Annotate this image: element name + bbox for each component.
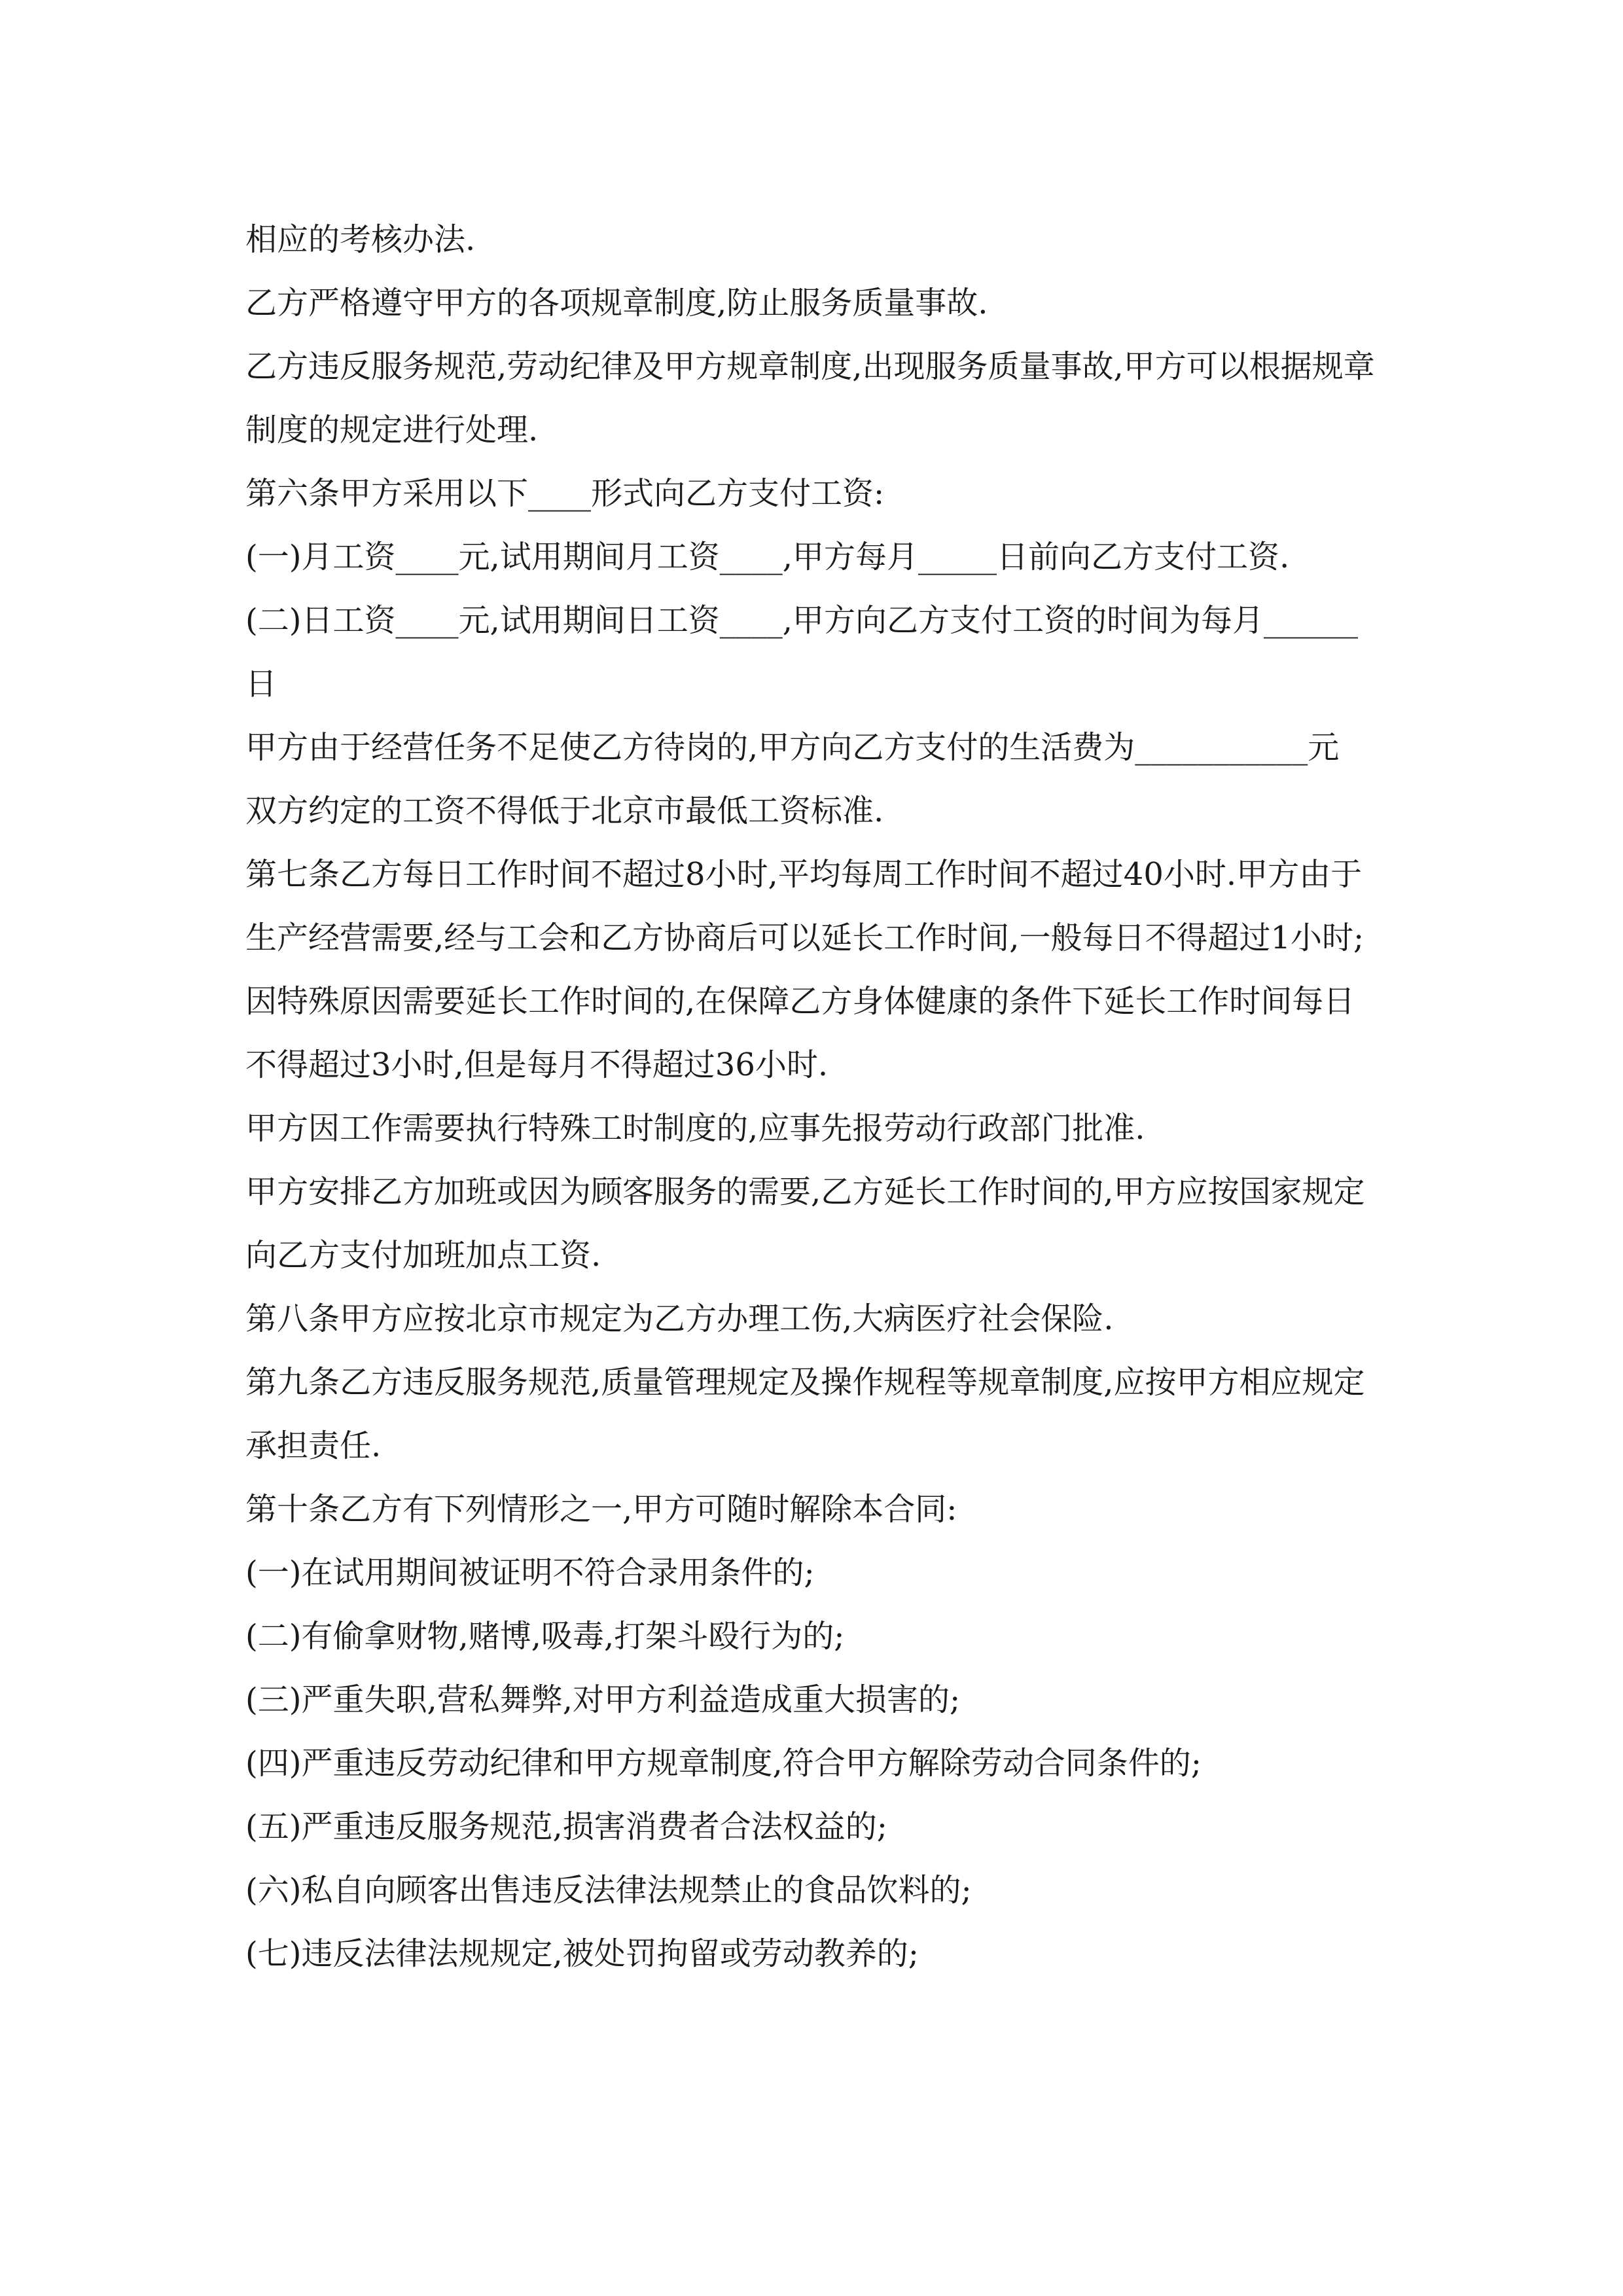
paragraph-article-10: 第十条乙方有下列情形之一,甲方可随时解除本合同: <box>245 1491 957 1528</box>
paragraph-article-9: 第九条乙方违反服务规范,质量管理规定及操作规程等规章制度,应按甲方相应规定承担责任. <box>245 1364 1365 1464</box>
list-item-prohibited-food: (六)私自向顾客出售违反法律法规禁止的食品饮料的; <box>245 1872 972 1909</box>
paragraph-violation-handling: 乙方违反服务规范,劳动纪律及甲方规章制度,出现服务质量事故,甲方可以根据规章制度的规定进行处理. <box>245 348 1375 448</box>
paragraph-monthly-wage: (一)月工资____元,试用期间月工资____,甲方每月_____日前向乙方支付工资. <box>245 539 1290 575</box>
paragraph-article-7: 第七条乙方每日工作时间不超过8小时,平均每周工作时间不超过40小时.甲方由于生产经营需要,经与工会和乙方协商后可以延长工作时间,一般每日不得超过1小时;因特殊原因需要延长工作时间的,在保障乙方身体健康的条件下延长工作时间每日不得超过3小时,但是每月不得超过36小时. <box>245 856 1364 1083</box>
list-item-dereliction: (三)严重失职,营私舞弊,对甲方利益造成重大损害的; <box>245 1681 961 1718</box>
list-item-theft-gambling: (二)有偷拿财物,赌博,吸毒,打架斗殴行为的; <box>245 1618 845 1655</box>
paragraph-special-hours: 甲方因工作需要执行特殊工时制度的,应事先报劳动行政部门批准. <box>245 1110 1145 1147</box>
list-item-consumer-rights: (五)严重违反服务规范,损害消费者合法权益的; <box>245 1808 887 1845</box>
list-item-legal-violation: (七)违反法律法规规定,被处罚拘留或劳动教养的; <box>245 1935 919 1972</box>
paragraph-daily-wage: (二)日工资____元,试用期间日工资____,甲方向乙方支付工资的时间为每月______日 <box>245 602 1358 702</box>
paragraph-assessment-method: 相应的考核办法. <box>245 221 476 258</box>
list-item-discipline: (四)严重违反劳动纪律和甲方规章制度,符合甲方解除劳动合同条件的; <box>245 1745 1202 1782</box>
paragraph-overtime-pay: 甲方安排乙方加班或因为顾客服务的需要,乙方延长工作时间的,甲方应按国家规定向乙方支付加班加点工资. <box>245 1174 1365 1274</box>
document-body <box>245 208 1378 1986</box>
paragraph-article-8: 第八条甲方应按北京市规定为乙方办理工伤,大病医疗社会保险. <box>245 1300 1114 1337</box>
list-item-probation: (一)在试用期间被证明不符合录用条件的; <box>245 1554 815 1591</box>
paragraph-comply-rules: 乙方严格遵守甲方的各项规章制度,防止服务质量事故. <box>245 285 988 321</box>
paragraph-article-6: 第六条甲方采用以下____形式向乙方支付工资: <box>245 475 885 512</box>
paragraph-minimum-wage: 双方约定的工资不得低于北京市最低工资标准. <box>245 793 884 829</box>
paragraph-standby-allowance: 甲方由于经营任务不足使乙方待岗的,甲方向乙方支付的生活费为___________元 <box>245 729 1340 766</box>
